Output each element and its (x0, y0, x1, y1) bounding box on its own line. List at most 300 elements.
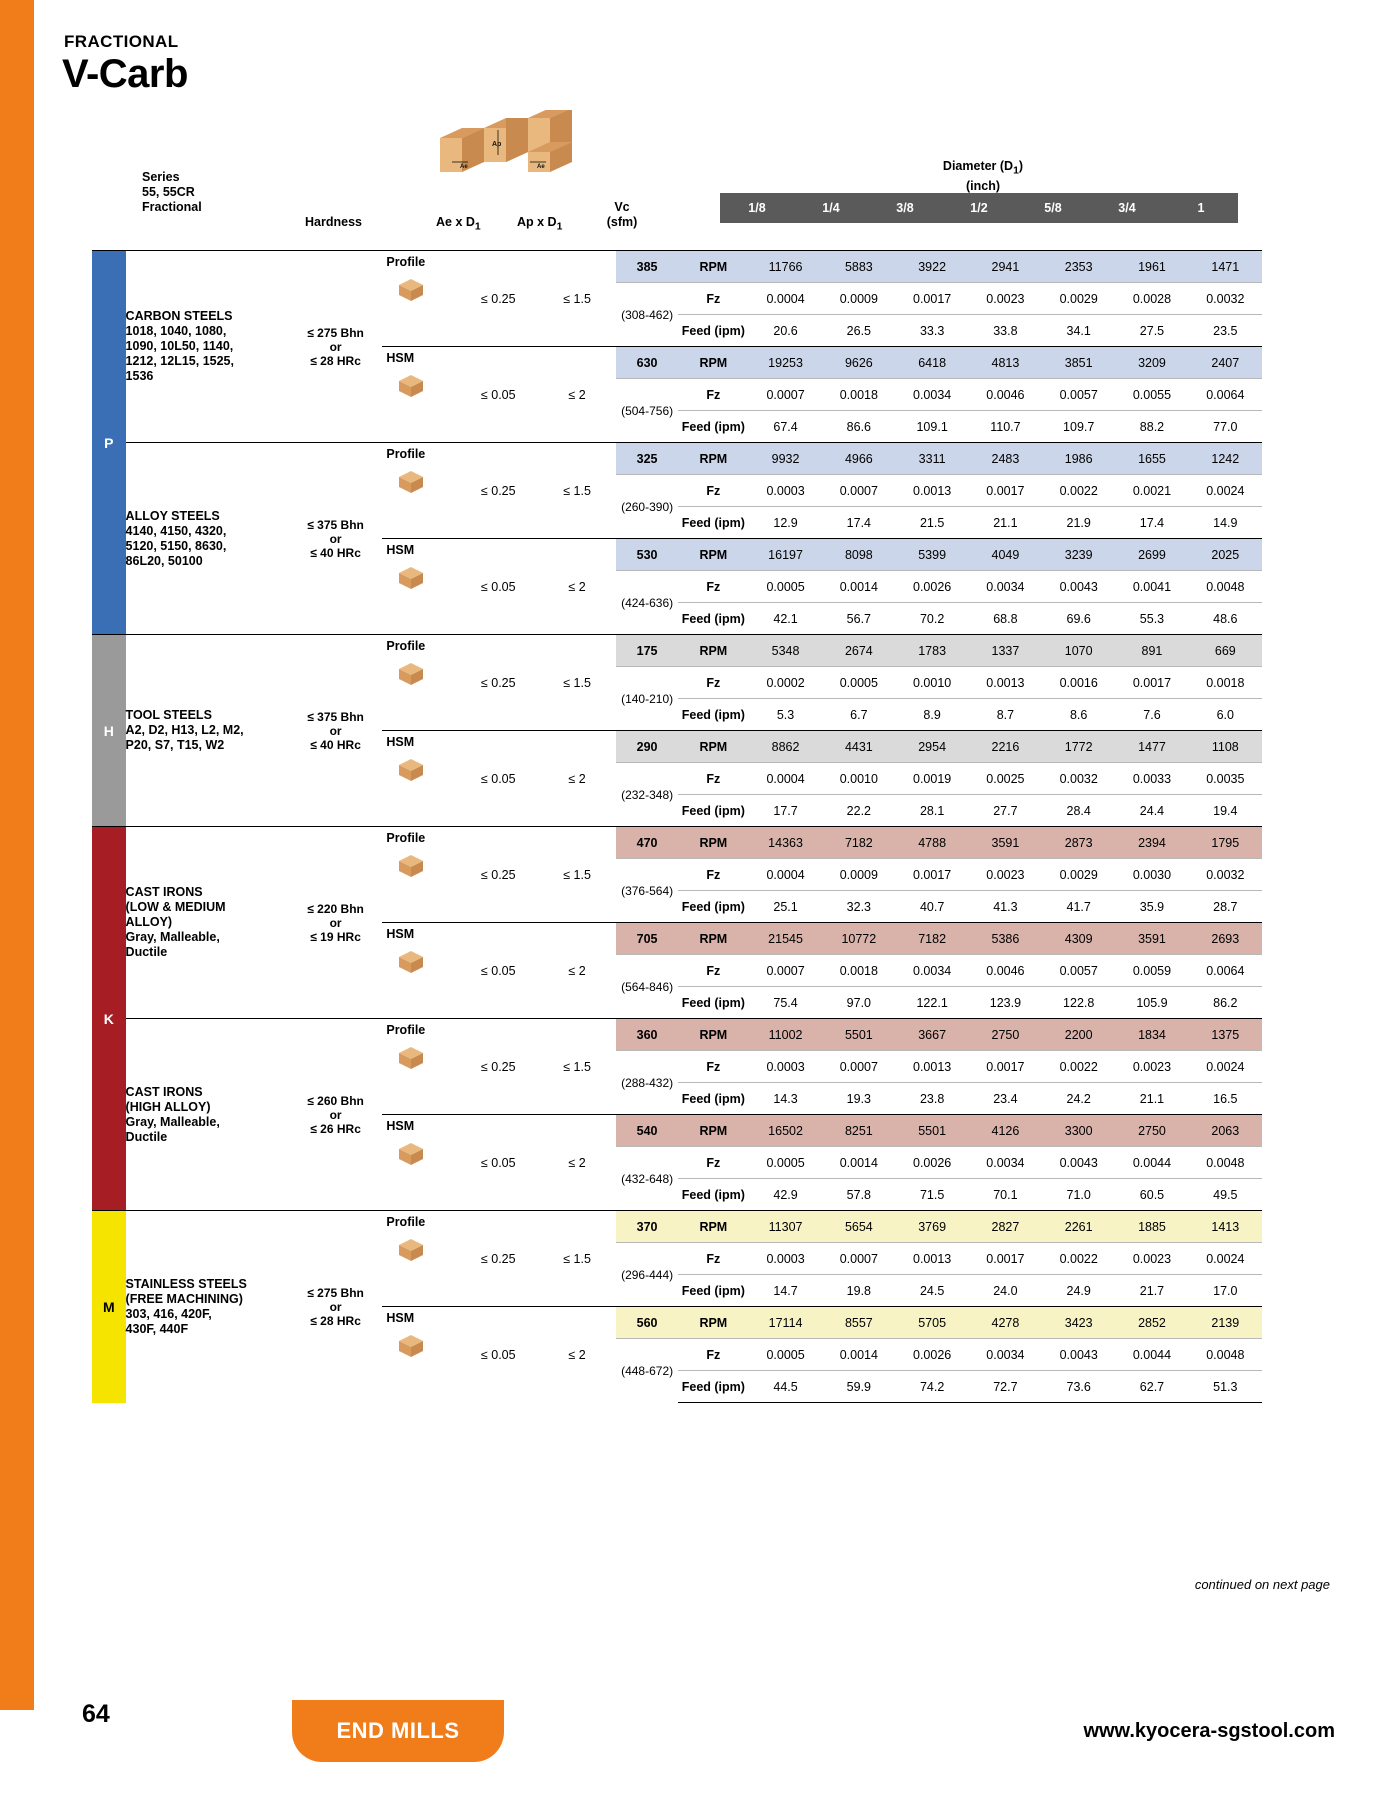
cell-feed-1: 59.9 (822, 1371, 895, 1403)
cell-feed-0: 42.9 (749, 1179, 822, 1211)
cell-fz-0: 0.0003 (749, 475, 822, 507)
cube-icon (396, 757, 426, 783)
series-line-1: Series (142, 170, 180, 184)
cell-fz-6: 0.0024 (1189, 1051, 1262, 1083)
row-label-fz: Fz (678, 475, 749, 507)
cell-fz-3: 0.0034 (969, 1339, 1042, 1371)
row-label-fz: Fz (678, 1339, 749, 1371)
cell-feed-4: 34.1 (1042, 315, 1115, 347)
cell-feed-2: 40.7 (895, 891, 968, 923)
cell-fz-2: 0.0026 (895, 571, 968, 603)
cell-feed-3: 72.7 (969, 1371, 1042, 1403)
cell-feed-3: 41.3 (969, 891, 1042, 923)
ae-value: ≤ 0.25 (459, 1211, 538, 1307)
cell-fz-2: 0.0026 (895, 1339, 968, 1371)
cell-rpm-0: 21545 (749, 923, 822, 955)
cell-rpm-4: 3851 (1042, 347, 1115, 379)
hardness-line: ≤ 275 Bhn (307, 1285, 364, 1300)
row-label-feed: Feed (ipm) (678, 1083, 749, 1115)
operation-cell (382, 539, 458, 635)
cell-feed-5: 27.5 (1115, 315, 1188, 347)
cell-feed-3: 33.8 (969, 315, 1042, 347)
material-name (126, 251, 289, 443)
table-row (92, 635, 1262, 667)
cell-fz-2: 0.0017 (895, 859, 968, 891)
cell-feed-5: 17.4 (1115, 507, 1188, 539)
material-name-line: 303, 416, 420F, (125, 1306, 212, 1321)
cell-fz-4: 0.0057 (1042, 379, 1115, 411)
operation-cell (382, 1019, 458, 1115)
series-line-3: Fractional (142, 200, 202, 214)
hardness-line: ≤ 28 HRc (310, 1313, 361, 1328)
operation-cell (382, 443, 458, 539)
cell-feed-5: 21.1 (1115, 1083, 1188, 1115)
cell-feed-3: 70.1 (969, 1179, 1042, 1211)
material-name-line: STAINLESS STEELS (125, 1276, 247, 1291)
cell-feed-2: 21.5 (895, 507, 968, 539)
cell-fz-5: 0.0023 (1115, 1051, 1188, 1083)
cell-fz-5: 0.0041 (1115, 571, 1188, 603)
cell-feed-2: 74.2 (895, 1371, 968, 1403)
row-label-fz: Fz (678, 955, 749, 987)
row-label-fz: Fz (678, 379, 749, 411)
cell-fz-5: 0.0028 (1115, 283, 1188, 315)
operation-label: HSM (386, 351, 415, 365)
cell-feed-3: 23.4 (969, 1083, 1042, 1115)
operation-label: Profile (386, 1215, 426, 1229)
cell-rpm-1: 8098 (822, 539, 895, 571)
cell-fz-1: 0.0007 (822, 475, 895, 507)
cell-fz-4: 0.0032 (1042, 763, 1115, 795)
cell-fz-5: 0.0021 (1115, 475, 1188, 507)
material-name-line: CAST IRONS (125, 1084, 203, 1099)
hardness-line: ≤ 26 HRc (310, 1121, 361, 1136)
diameter-header-unit: (inch) (965, 178, 1001, 193)
cell-rpm-3: 2216 (969, 731, 1042, 763)
page-kicker: FRACTIONAL (64, 32, 179, 51)
operation-label: HSM (386, 1119, 415, 1133)
cube-icon (396, 277, 426, 303)
hardness-line: or (329, 531, 342, 546)
row-label-feed: Feed (ipm) (678, 795, 749, 827)
cell-feed-0: 14.7 (749, 1275, 822, 1307)
cell-fz-6: 0.0032 (1189, 859, 1262, 891)
cell-rpm-3: 2750 (969, 1019, 1042, 1051)
vc-range: (296-444) (616, 1243, 677, 1307)
material-name-line: 1018, 1040, 1080, (125, 324, 227, 338)
material-name (126, 1019, 289, 1211)
cell-rpm-4: 1772 (1042, 731, 1115, 763)
cell-fz-0: 0.0004 (749, 859, 822, 891)
cube-icon (396, 565, 426, 591)
cell-rpm-2: 2954 (895, 731, 968, 763)
cell-feed-4: 8.6 (1042, 699, 1115, 731)
operation-cell (382, 347, 458, 443)
cell-fz-6: 0.0048 (1189, 1147, 1262, 1179)
material-name-line: (LOW & MEDIUM (125, 900, 226, 914)
row-label-fz: Fz (678, 763, 749, 795)
cell-fz-5: 0.0017 (1115, 667, 1188, 699)
cell-fz-6: 0.0064 (1189, 955, 1262, 987)
ae-label-1: Ae (460, 164, 468, 170)
hardness-line: ≤ 260 Bhn (307, 1093, 364, 1108)
material-name-line: CARBON STEELS (125, 309, 233, 323)
row-label-rpm: RPM (678, 539, 749, 571)
material-name-line: 4140, 4150, 4320, (125, 523, 227, 538)
cell-fz-6: 0.0048 (1189, 1339, 1262, 1371)
row-label-rpm: RPM (678, 1211, 749, 1243)
cell-feed-1: 56.7 (822, 603, 895, 635)
material-name-line: Gray, Malleable, (125, 930, 220, 944)
table-row (92, 251, 1262, 283)
diameter-col-4: 5/8 (1044, 201, 1062, 215)
cell-fz-6: 0.0064 (1189, 379, 1262, 411)
cell-feed-5: 24.4 (1115, 795, 1188, 827)
cell-rpm-6: 1242 (1189, 443, 1262, 475)
cell-fz-0: 0.0004 (749, 763, 822, 795)
cell-rpm-1: 4431 (822, 731, 895, 763)
diameter-col-1: 1/4 (822, 201, 840, 215)
cell-feed-4: 122.8 (1042, 987, 1115, 1019)
diameter-columns (720, 193, 1238, 223)
cell-rpm-2: 4788 (895, 827, 968, 859)
cell-fz-2: 0.0010 (895, 667, 968, 699)
cell-fz-1: 0.0009 (822, 859, 895, 891)
operation-cell (382, 1211, 458, 1307)
diameter-col-2: 3/8 (896, 201, 914, 215)
cell-rpm-5: 2699 (1115, 539, 1188, 571)
hardness-line: ≤ 28 HRc (310, 353, 361, 368)
cell-fz-5: 0.0044 (1115, 1339, 1188, 1371)
operation-cell (382, 731, 458, 827)
cell-feed-0: 25.1 (749, 891, 822, 923)
operation-label: HSM (386, 1311, 415, 1325)
vc-range: (288-432) (616, 1051, 677, 1115)
cell-rpm-1: 8251 (822, 1115, 895, 1147)
vc-value: 370 (616, 1211, 677, 1243)
cell-feed-6: 77.0 (1189, 411, 1262, 443)
vc-range: (564-846) (616, 955, 677, 1019)
cell-feed-3: 8.7 (969, 699, 1042, 731)
cell-fz-3: 0.0023 (969, 283, 1042, 315)
cell-fz-2: 0.0013 (895, 475, 968, 507)
cell-fz-3: 0.0013 (969, 667, 1042, 699)
page-number: 64 (82, 1700, 110, 1728)
vc-value: 175 (616, 635, 677, 667)
cell-rpm-2: 6418 (895, 347, 968, 379)
cell-fz-6: 0.0035 (1189, 763, 1262, 795)
ae-d1-header: Ae x $D_1$ (436, 215, 481, 233)
cell-feed-6: 19.4 (1189, 795, 1262, 827)
cell-rpm-3: 4126 (969, 1115, 1042, 1147)
cell-fz-4: 0.0022 (1042, 1051, 1115, 1083)
cell-feed-2: 23.8 (895, 1083, 968, 1115)
row-label-fz: Fz (678, 667, 749, 699)
vc-value: 705 (616, 923, 677, 955)
cell-rpm-4: 2200 (1042, 1019, 1115, 1051)
diameter-col-6: 1 (1197, 201, 1205, 215)
cell-feed-4: 28.4 (1042, 795, 1115, 827)
footer-url[interactable]: www.kyocera-sgstool.com (1083, 1720, 1335, 1742)
cell-fz-4: 0.0043 (1042, 571, 1115, 603)
ae-value: ≤ 0.25 (459, 635, 538, 731)
cutting-data-table (92, 250, 1262, 1403)
operation-label: Profile (386, 1023, 426, 1037)
left-orange-bar (0, 0, 34, 1710)
material-group-H: H (92, 635, 126, 827)
cell-fz-2: 0.0013 (895, 1243, 968, 1275)
cell-rpm-0: 14363 (749, 827, 822, 859)
material-group-P: P (92, 251, 126, 635)
vc-header-label: Vc (614, 200, 630, 214)
cell-rpm-4: 3300 (1042, 1115, 1115, 1147)
ae-value: ≤ 0.05 (459, 731, 538, 827)
cell-fz-4: 0.0057 (1042, 955, 1115, 987)
vc-range: (424-636) (616, 571, 677, 635)
cell-feed-4: 24.9 (1042, 1275, 1115, 1307)
ap-value: ≤ 2 (538, 731, 617, 827)
cell-fz-1: 0.0007 (822, 1243, 895, 1275)
operation-cell (382, 635, 458, 731)
cell-feed-1: 19.3 (822, 1083, 895, 1115)
cell-rpm-5: 1655 (1115, 443, 1188, 475)
cube-icon (396, 853, 426, 879)
ap-value: ≤ 2 (538, 539, 617, 635)
cell-fz-4: 0.0016 (1042, 667, 1115, 699)
cell-rpm-6: 2407 (1189, 347, 1262, 379)
material-name-line: 86L20, 50100 (125, 553, 203, 568)
cell-feed-2: 8.9 (895, 699, 968, 731)
cell-rpm-4: 2873 (1042, 827, 1115, 859)
cell-feed-6: 51.3 (1189, 1371, 1262, 1403)
cell-feed-3: 110.7 (969, 411, 1042, 443)
cell-feed-2: 24.5 (895, 1275, 968, 1307)
vc-range: (308-462) (616, 283, 677, 347)
cell-fz-3: 0.0046 (969, 379, 1042, 411)
ae-value: ≤ 0.05 (459, 1115, 538, 1211)
cell-rpm-2: 3922 (895, 251, 968, 283)
ap-value: ≤ 1.5 (538, 251, 617, 347)
material-name-line: TOOL STEELS (125, 708, 212, 722)
cell-fz-1: 0.0007 (822, 1051, 895, 1083)
operation-label: HSM (386, 927, 415, 941)
cell-rpm-4: 2261 (1042, 1211, 1115, 1243)
ae-value: ≤ 0.25 (459, 1019, 538, 1115)
hardness-line: ≤ 375 Bhn (307, 709, 364, 724)
vc-value: 360 (616, 1019, 677, 1051)
cell-rpm-1: 7182 (822, 827, 895, 859)
cell-fz-5: 0.0030 (1115, 859, 1188, 891)
ap-d1-header: Ap x $D_1$ (517, 215, 563, 233)
material-name (126, 1211, 289, 1403)
cell-rpm-0: 11766 (749, 251, 822, 283)
row-label-feed: Feed (ipm) (678, 1179, 749, 1211)
cell-rpm-4: 4309 (1042, 923, 1115, 955)
hardness-line: ≤ 40 HRc (310, 545, 361, 560)
vc-range: (260-390) (616, 475, 677, 539)
row-label-feed: Feed (ipm) (678, 1371, 749, 1403)
cell-fz-0: 0.0005 (749, 571, 822, 603)
cell-feed-5: 62.7 (1115, 1371, 1188, 1403)
cell-feed-0: 17.7 (749, 795, 822, 827)
cell-feed-1: 19.8 (822, 1275, 895, 1307)
cell-rpm-5: 3591 (1115, 923, 1188, 955)
cell-feed-6: 14.9 (1189, 507, 1262, 539)
continued-note: continued on next page (1194, 1577, 1330, 1592)
cell-rpm-0: 19253 (749, 347, 822, 379)
operation-label: HSM (386, 543, 415, 557)
page-title: V-Carb (62, 52, 188, 96)
cell-feed-1: 22.2 (822, 795, 895, 827)
table-header-area (92, 141, 1262, 250)
cell-feed-1: 26.5 (822, 315, 895, 347)
cell-fz-5: 0.0023 (1115, 1243, 1188, 1275)
ap-value: ≤ 1.5 (538, 1019, 617, 1115)
cell-feed-5: 105.9 (1115, 987, 1188, 1019)
hardness-line: ≤ 275 Bhn (307, 325, 364, 340)
ae-value: ≤ 0.05 (459, 539, 538, 635)
cell-rpm-6: 2063 (1189, 1115, 1262, 1147)
row-label-feed: Feed (ipm) (678, 1275, 749, 1307)
cell-fz-5: 0.0033 (1115, 763, 1188, 795)
cell-fz-5: 0.0059 (1115, 955, 1188, 987)
vc-value: 630 (616, 347, 677, 379)
cell-feed-6: 49.5 (1189, 1179, 1262, 1211)
cell-fz-3: 0.0034 (969, 571, 1042, 603)
ae-value: ≤ 0.25 (459, 251, 538, 347)
table-row (92, 443, 1262, 475)
hardness-header: Hardness (305, 215, 362, 229)
vc-value: 470 (616, 827, 677, 859)
cell-rpm-4: 3423 (1042, 1307, 1115, 1339)
cell-feed-1: 97.0 (822, 987, 895, 1019)
cell-rpm-4: 1070 (1042, 635, 1115, 667)
cell-rpm-5: 1477 (1115, 731, 1188, 763)
material-name-line: Ductile (125, 1129, 168, 1144)
cell-rpm-3: 5386 (969, 923, 1042, 955)
operation-cell (382, 1115, 458, 1211)
vc-value: 530 (616, 539, 677, 571)
cell-fz-4: 0.0022 (1042, 475, 1115, 507)
ae-value: ≤ 0.25 (459, 443, 538, 539)
operation-label: Profile (386, 255, 426, 269)
cell-feed-5: 55.3 (1115, 603, 1188, 635)
cube-icon (396, 1237, 426, 1263)
cell-feed-0: 5.3 (749, 699, 822, 731)
vc-range: (432-648) (616, 1147, 677, 1211)
material-name-line: 1536 (125, 369, 154, 383)
material-name-line: 430F, 440F (125, 1321, 189, 1336)
cell-feed-0: 44.5 (749, 1371, 822, 1403)
vc-header (592, 200, 652, 230)
row-label-rpm: RPM (678, 1019, 749, 1051)
cell-rpm-6: 1413 (1189, 1211, 1262, 1243)
cell-fz-1: 0.0014 (822, 571, 895, 603)
ap-value: ≤ 2 (538, 347, 617, 443)
cell-rpm-5: 891 (1115, 635, 1188, 667)
row-label-rpm: RPM (678, 347, 749, 379)
cell-rpm-1: 2674 (822, 635, 895, 667)
cube-icon (396, 469, 426, 495)
cell-rpm-5: 2852 (1115, 1307, 1188, 1339)
cell-fz-0: 0.0007 (749, 379, 822, 411)
cell-fz-4: 0.0022 (1042, 1243, 1115, 1275)
operation-label: HSM (386, 735, 415, 749)
material-group-M: M (92, 1211, 126, 1403)
cell-fz-2: 0.0017 (895, 283, 968, 315)
material-name-line: ALLOY STEELS (125, 508, 220, 523)
ae-value: ≤ 0.05 (459, 923, 538, 1019)
row-label-fz: Fz (678, 1051, 749, 1083)
cell-fz-0: 0.0003 (749, 1051, 822, 1083)
cell-feed-5: 35.9 (1115, 891, 1188, 923)
ae-value: ≤ 0.05 (459, 347, 538, 443)
cell-feed-6: 17.0 (1189, 1275, 1262, 1307)
row-label-rpm: RPM (678, 635, 749, 667)
cell-rpm-6: 669 (1189, 635, 1262, 667)
material-name-line: CAST IRONS (125, 885, 203, 899)
hardness-line: or (329, 1299, 342, 1314)
cell-feed-2: 33.3 (895, 315, 968, 347)
cell-feed-3: 21.1 (969, 507, 1042, 539)
ap-value: ≤ 2 (538, 923, 617, 1019)
material-name (126, 443, 289, 635)
cell-rpm-1: 4966 (822, 443, 895, 475)
cell-rpm-0: 9932 (749, 443, 822, 475)
row-label-feed: Feed (ipm) (678, 603, 749, 635)
diameter-col-0: 1/8 (748, 201, 766, 215)
cell-fz-6: 0.0024 (1189, 475, 1262, 507)
page-content (34, 0, 1390, 1805)
ae-label-2: Ae (537, 164, 545, 170)
cell-fz-0: 0.0007 (749, 955, 822, 987)
ap-value: ≤ 1.5 (538, 827, 617, 923)
cell-fz-6: 0.0032 (1189, 283, 1262, 315)
cell-rpm-0: 17114 (749, 1307, 822, 1339)
material-group-K: K (92, 827, 126, 1211)
cell-rpm-3: 4049 (969, 539, 1042, 571)
material-hardness (289, 443, 383, 635)
cell-feed-5: 7.6 (1115, 699, 1188, 731)
cell-fz-2: 0.0034 (895, 955, 968, 987)
cell-fz-2: 0.0026 (895, 1147, 968, 1179)
hardness-line: or (329, 723, 342, 738)
cell-fz-4: 0.0029 (1042, 283, 1115, 315)
section-tab[interactable] (292, 1700, 504, 1762)
row-label-rpm: RPM (678, 251, 749, 283)
material-name-line: 5120, 5150, 8630, (125, 538, 227, 553)
cell-rpm-2: 3769 (895, 1211, 968, 1243)
cell-rpm-0: 5348 (749, 635, 822, 667)
cell-feed-0: 14.3 (749, 1083, 822, 1115)
material-name-line: Ductile (125, 945, 168, 959)
hardness-line: or (329, 339, 342, 354)
cell-feed-2: 71.5 (895, 1179, 968, 1211)
cell-rpm-0: 11002 (749, 1019, 822, 1051)
ap-value: ≤ 1.5 (538, 443, 617, 539)
cell-fz-1: 0.0018 (822, 955, 895, 987)
cell-rpm-6: 2139 (1189, 1307, 1262, 1339)
diameter-header (728, 159, 1238, 194)
cell-rpm-3: 1337 (969, 635, 1042, 667)
cell-fz-3: 0.0023 (969, 859, 1042, 891)
cell-rpm-2: 3667 (895, 1019, 968, 1051)
cell-feed-4: 109.7 (1042, 411, 1115, 443)
cell-feed-5: 88.2 (1115, 411, 1188, 443)
cell-rpm-2: 7182 (895, 923, 968, 955)
cell-feed-4: 24.2 (1042, 1083, 1115, 1115)
cell-rpm-4: 2353 (1042, 251, 1115, 283)
